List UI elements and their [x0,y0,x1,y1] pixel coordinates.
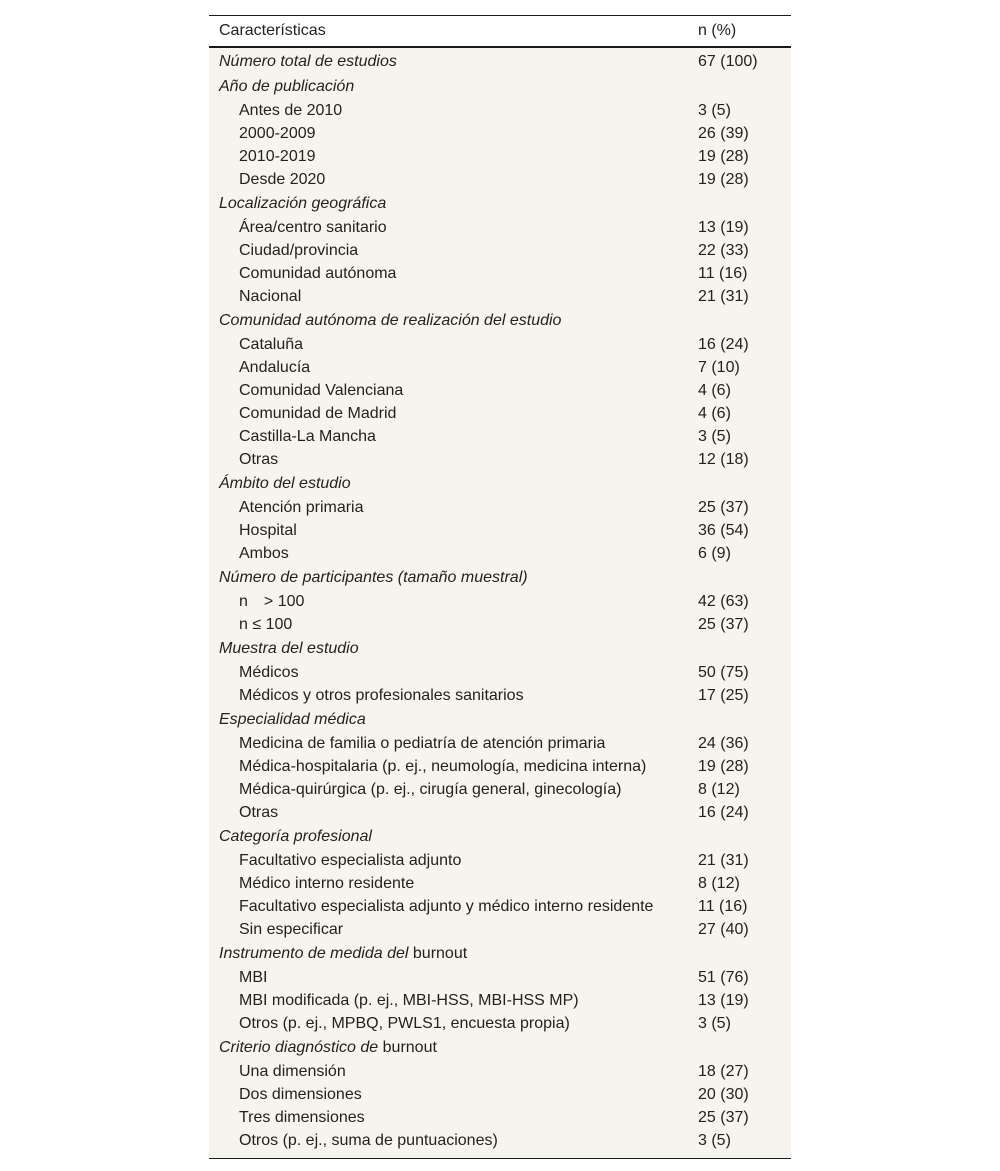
section-label-suffix: burnout [382,1039,437,1056]
row-value: 67 (100) [698,53,758,70]
row-label: Otros (p. ej., suma de puntuaciones) [239,1132,498,1149]
row-label: Hospital [239,522,297,539]
section-label [219,707,366,732]
table-row [209,778,791,801]
table-row [209,661,791,684]
table-row [209,755,791,778]
row-value: 42 (63) [698,593,749,610]
row-value: 25 (37) [698,616,749,633]
header-n-percent: n (%) [698,22,737,39]
row-label: MBI [239,969,268,986]
table-row [209,519,791,542]
table-row [209,1060,791,1083]
row-label: Otros (p. ej., MPBQ, PWLS1, encuesta propia) [239,1015,570,1032]
section-label [219,308,561,333]
table-row [209,1083,791,1106]
row-label: Andalucía [239,359,311,376]
row-label: Médico interno residente [239,875,415,892]
section-row [209,636,791,661]
table-row [209,145,791,168]
table-body [209,49,791,1152]
table-row [209,872,791,895]
row-value: 13 (19) [698,992,749,1009]
row-label: Área/centro sanitario [239,219,387,236]
row-value: 19 (28) [698,148,749,165]
section-row [209,49,791,74]
table-row [209,356,791,379]
section-label [219,941,467,966]
row-value: 36 (54) [698,522,749,539]
row-label: Una dimensión [239,1063,346,1080]
section-row [209,191,791,216]
row-value: 11 (16) [698,898,748,915]
table-row [209,732,791,755]
section-label [219,1035,437,1060]
table-row [209,684,791,707]
row-label: Ciudad/provincia [239,242,359,259]
table-row [209,333,791,356]
row-label: Atención primaria [239,499,364,516]
row-label: n ≤ 100 [239,616,293,633]
row-label: Desde 2020 [239,171,326,188]
row-label: Médica-quirúrgica (p. ej., cirugía general, ginecología) [239,781,622,798]
row-value: 3 (5) [698,102,731,119]
table-row [209,239,791,262]
row-label: 2000-2009 [239,125,316,142]
row-label: Comunidad autónoma [239,265,397,282]
row-value: 3 (5) [698,428,731,445]
section-label [219,824,372,849]
row-value: 3 (5) [698,1015,731,1032]
row-value: 3 (5) [698,1132,731,1149]
section-label-text: Categoría profesional [219,828,372,845]
row-value: 25 (37) [698,1109,749,1126]
row-value: 17 (25) [698,687,749,704]
table-row [209,99,791,122]
table-row [209,379,791,402]
section-label [219,74,354,99]
row-label: Facultativo especialista adjunto [239,852,462,869]
table-row [209,1012,791,1035]
row-value: 19 (28) [698,758,749,775]
row-value: 26 (39) [698,125,749,142]
row-label: Médicos y otros profesionales sanitarios [239,687,524,704]
row-value: 16 (24) [698,336,749,353]
row-value: 20 (30) [698,1086,749,1103]
row-value: 11 (16) [698,265,748,282]
row-value: 24 (36) [698,735,749,752]
row-value: 51 (76) [698,969,749,986]
section-label-text: Número total de estudios [219,53,397,70]
table-row [209,849,791,872]
row-value: 6 (9) [698,545,731,562]
row-label: n > 100 [239,593,305,610]
row-label: Médica-hospitalaria (p. ej., neumología, medicina interna) [239,758,647,775]
table-row [209,262,791,285]
section-row [209,565,791,590]
row-value: 50 (75) [698,664,749,681]
section-label [219,636,359,661]
table-row [209,1106,791,1129]
characteristics-table [209,15,791,1159]
row-value: 4 (6) [698,405,731,422]
row-value: 8 (12) [698,781,740,798]
table-row [209,590,791,613]
row-label: Nacional [239,288,302,305]
row-value: 22 (33) [698,242,749,259]
row-value: 18 (27) [698,1063,749,1080]
row-value: 16 (24) [698,804,749,821]
header-characteristics: Características [219,22,326,39]
table-row [209,1129,791,1152]
section-label-text: Especialidad médica [219,711,366,728]
row-label: 2010-2019 [239,148,316,165]
row-value: 4 (6) [698,382,731,399]
table-row [209,918,791,941]
table-row [209,285,791,308]
table-row [209,168,791,191]
table-row [209,895,791,918]
section-label-text: Criterio diagnóstico de [219,1039,379,1056]
section-label-text: Comunidad autónoma de realización del estudio [219,312,562,329]
row-value: 25 (37) [698,499,749,516]
row-value: 7 (10) [698,359,740,376]
section-row [209,308,791,333]
row-value: 8 (12) [698,875,740,892]
section-label-text: Muestra del estudio [219,640,359,657]
row-label: Antes de 2010 [239,102,343,119]
row-label: Comunidad de Madrid [239,405,397,422]
table-row [209,542,791,565]
row-label: Ambos [239,545,289,562]
row-value: 21 (31) [698,852,749,869]
table-row [209,216,791,239]
section-label [219,565,528,590]
table-row [209,801,791,824]
row-label: Castilla-La Mancha [239,428,376,445]
section-label [219,191,386,216]
section-label-text: Instrumento de medida del [219,945,409,962]
row-label: Medicina de familia o pediatría de atención primaria [239,735,606,752]
section-label [219,471,351,496]
section-row [209,1035,791,1060]
section-label-text: Número de participantes (tamaño muestral) [219,569,528,586]
table-row [209,613,791,636]
table-row [209,402,791,425]
section-row [209,707,791,732]
table-row [209,448,791,471]
row-label: Sin especificar [239,921,344,938]
row-value: 21 (31) [698,288,749,305]
row-label: Facultativo especialista adjunto y médico interno residente [239,898,654,915]
table-row [209,425,791,448]
row-label: Otras [239,804,279,821]
row-value: 13 (19) [698,219,749,236]
row-label: Comunidad Valenciana [239,382,404,399]
section-row [209,471,791,496]
row-value: 27 (40) [698,921,749,938]
table-header [209,16,791,48]
section-label-text: Año de publicación [219,78,355,95]
row-label: Cataluña [239,336,304,353]
section-row [209,824,791,849]
section-row [209,941,791,966]
row-value: 19 (28) [698,171,749,188]
row-label: Otras [239,451,279,468]
row-label: Médicos [239,664,299,681]
section-label-text: Localización geográfica [219,195,387,212]
row-label: Dos dimensiones [239,1086,362,1103]
section-label-text: Ámbito del estudio [219,475,351,492]
section-label-suffix: burnout [412,945,468,962]
row-label: MBI modificada (p. ej., MBI-HSS, MBI-HSS MP) [239,992,579,1009]
table-row [209,989,791,1012]
table-row [209,496,791,519]
section-row [209,74,791,99]
section-label [219,49,397,74]
table-row [209,966,791,989]
table-row [209,122,791,145]
row-value: 12 (18) [698,451,749,468]
row-label: Tres dimensiones [239,1109,365,1126]
